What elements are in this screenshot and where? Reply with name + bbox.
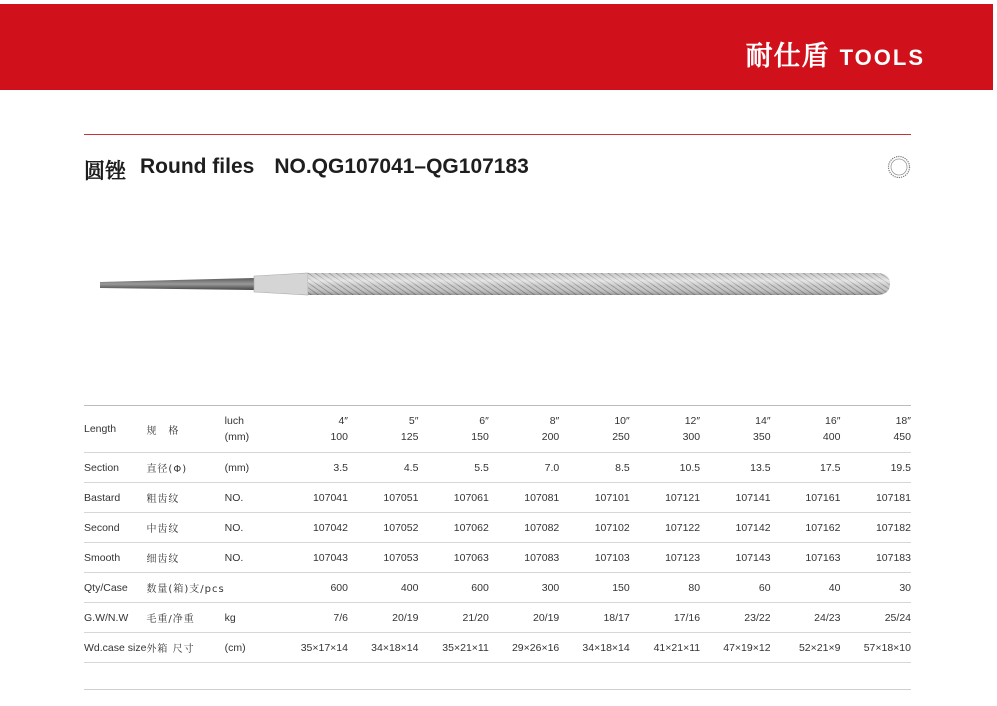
cell-inch: 10″	[614, 415, 630, 427]
brand-cn: 耐仕盾	[745, 41, 830, 72]
row-label-cn: 细齿纹	[146, 554, 180, 565]
table-cell: 107041	[312, 491, 348, 504]
row-label-cn: 粗齿纹	[146, 494, 180, 505]
table-cell: 150	[612, 581, 630, 594]
table-cell	[700, 406, 770, 453]
table-cell: 41×21×11	[653, 641, 701, 654]
table-cell: 107163	[805, 551, 841, 564]
row-label-en: Qty/Case	[84, 581, 128, 594]
round-section-icon	[887, 155, 911, 179]
row-label-cn: 直径(Φ)	[146, 464, 188, 475]
table-cell: 24/23	[814, 611, 841, 624]
round-file-image	[98, 268, 898, 302]
table-row	[84, 406, 911, 453]
table-cell: 107043	[312, 551, 348, 564]
table-cell: 600	[471, 581, 489, 594]
title-rule	[84, 134, 911, 135]
table-cell	[489, 406, 559, 453]
cell-mm: 150	[471, 431, 489, 443]
cell-inch: 8″	[549, 415, 560, 427]
table-row	[84, 543, 911, 573]
table-cell: 107052	[383, 521, 419, 534]
table-cell: 107102	[594, 521, 630, 534]
table-cell: 3.5	[333, 461, 348, 474]
table-cell: 4.5	[403, 461, 419, 474]
table-cell: 107083	[524, 551, 560, 564]
row-unit: kg	[224, 611, 236, 624]
table-cell: 80	[688, 581, 701, 594]
unit-inch: luch	[224, 415, 244, 427]
title-number: NO.QG107041–QG107183	[274, 155, 529, 178]
table-cell: 29×26×16	[511, 641, 560, 654]
table-cell: 107082	[524, 521, 560, 534]
table-cell: 107053	[383, 551, 419, 564]
table-cell: 30	[899, 581, 911, 594]
table-row	[84, 453, 911, 483]
table-cell: 400	[400, 581, 419, 594]
table-cell	[771, 406, 841, 453]
cell-mm: 200	[541, 431, 560, 443]
page-title	[84, 155, 529, 185]
table-cell: 107122	[665, 521, 701, 534]
table-cell: 107062	[453, 521, 489, 534]
cell-mm: 350	[753, 431, 771, 443]
table-cell: 107103	[594, 551, 630, 564]
table-cell: 107101	[594, 491, 630, 504]
table-cell: 107182	[875, 521, 911, 534]
table-cell: 40	[828, 581, 841, 594]
table-cell: 107051	[383, 491, 419, 504]
table-cell: 20/19	[392, 611, 419, 624]
table-cell	[278, 406, 348, 453]
table-cell: 107142	[735, 521, 771, 534]
table-cell: 7.0	[544, 461, 560, 474]
table-cell: 107121	[665, 491, 701, 504]
table-cell: 600	[330, 581, 348, 594]
footer-rule	[84, 689, 911, 690]
table-cell: 10.5	[679, 461, 701, 474]
cell-mm: 300	[682, 431, 701, 443]
table-cell: 107081	[524, 491, 560, 504]
cell-inch: 16″	[825, 415, 841, 427]
table-cell: 35×21×11	[442, 641, 489, 654]
table-cell: 107181	[875, 491, 911, 504]
header-banner	[0, 4, 993, 90]
table-cell: 34×18×14	[371, 641, 419, 654]
table-cell: 7/6	[333, 611, 348, 624]
table-cell: 18/17	[603, 611, 630, 624]
title-cn: 圆锉	[84, 159, 126, 183]
table-cell: 20/19	[533, 611, 560, 624]
table-cell: 107143	[735, 551, 771, 564]
table-cell: 34×18×14	[582, 641, 630, 654]
cell-mm: 400	[822, 431, 841, 443]
brand-logo	[746, 34, 925, 73]
row-label-en: Bastard	[84, 491, 121, 504]
cell-mm: 100	[330, 431, 348, 443]
table-cell: 5.5	[474, 461, 489, 474]
row-label-en: Length	[84, 423, 117, 435]
cell-inch: 14″	[755, 415, 771, 427]
table-cell: 17.5	[820, 461, 841, 474]
row-label-cn: 外箱 尺寸	[146, 644, 195, 655]
table-cell: 60	[758, 581, 771, 594]
table-cell: 57×18×10	[863, 641, 911, 654]
cell-mm: 450	[893, 431, 911, 443]
table-cell	[630, 406, 700, 453]
table-row	[84, 513, 911, 543]
table-cell: 19.5	[890, 461, 911, 474]
table-cell: 13.5	[750, 461, 771, 474]
row-label-en: G.W/N.W	[84, 611, 129, 624]
cell-inch: 5″	[408, 415, 419, 427]
row-label-cn: 规 格	[146, 425, 180, 437]
table-cell: 107063	[453, 551, 489, 564]
row-label-cn: 中齿纹	[146, 524, 180, 535]
row-label-en: Section	[84, 461, 120, 474]
row-unit	[225, 406, 278, 453]
table-cell: 107061	[453, 491, 489, 504]
row-label-en: Smooth	[84, 551, 121, 564]
table-row	[84, 573, 911, 603]
row-unit: NO.	[224, 551, 244, 564]
cell-inch: 12″	[684, 415, 701, 427]
table-cell: 47×19×12	[723, 641, 771, 654]
table-cell: 35×17×14	[300, 641, 348, 654]
table-cell: 107162	[805, 521, 841, 534]
table-cell: 107141	[735, 491, 771, 504]
cell-mm: 250	[612, 431, 630, 443]
unit-mm: (mm)	[224, 431, 250, 443]
row-label-en: Wd.case size	[84, 641, 147, 654]
table-row	[84, 603, 911, 633]
row-unit: NO.	[224, 491, 244, 504]
title-en: Round files	[140, 155, 255, 178]
table-row	[84, 633, 911, 663]
row-unit: (mm)	[224, 461, 250, 474]
table-cell: 107183	[875, 551, 911, 564]
brand-en: TOOLS	[839, 45, 925, 70]
row-label-en: Second	[84, 521, 120, 534]
cell-mm: 125	[400, 431, 419, 443]
table-cell	[348, 406, 418, 453]
row-unit: NO.	[224, 521, 244, 534]
table-cell: 25/24	[884, 611, 911, 624]
spec-table	[84, 405, 911, 663]
table-cell: 107161	[805, 491, 841, 504]
cell-inch: 6″	[479, 415, 489, 427]
table-cell: 17/16	[673, 611, 701, 624]
row-label-cn: 毛重/净重	[146, 614, 195, 625]
table-cell: 300	[541, 581, 560, 594]
table-cell: 21/20	[462, 611, 489, 624]
row-label-cn: 数量(箱)支/pcs	[146, 584, 225, 595]
table-row	[84, 483, 911, 513]
table-cell: 23/22	[744, 611, 771, 624]
table-cell	[418, 406, 488, 453]
cell-inch: 18″	[895, 415, 911, 427]
table-cell	[559, 406, 629, 453]
table-cell: 107123	[665, 551, 701, 564]
table-cell: 107042	[312, 521, 348, 534]
table-cell: 8.5	[615, 461, 630, 474]
cell-inch: 4″	[338, 415, 348, 427]
row-unit	[225, 573, 278, 603]
row-unit: (cm)	[224, 641, 246, 654]
table-cell	[840, 406, 911, 453]
table-cell: 52×21×9	[798, 641, 841, 654]
